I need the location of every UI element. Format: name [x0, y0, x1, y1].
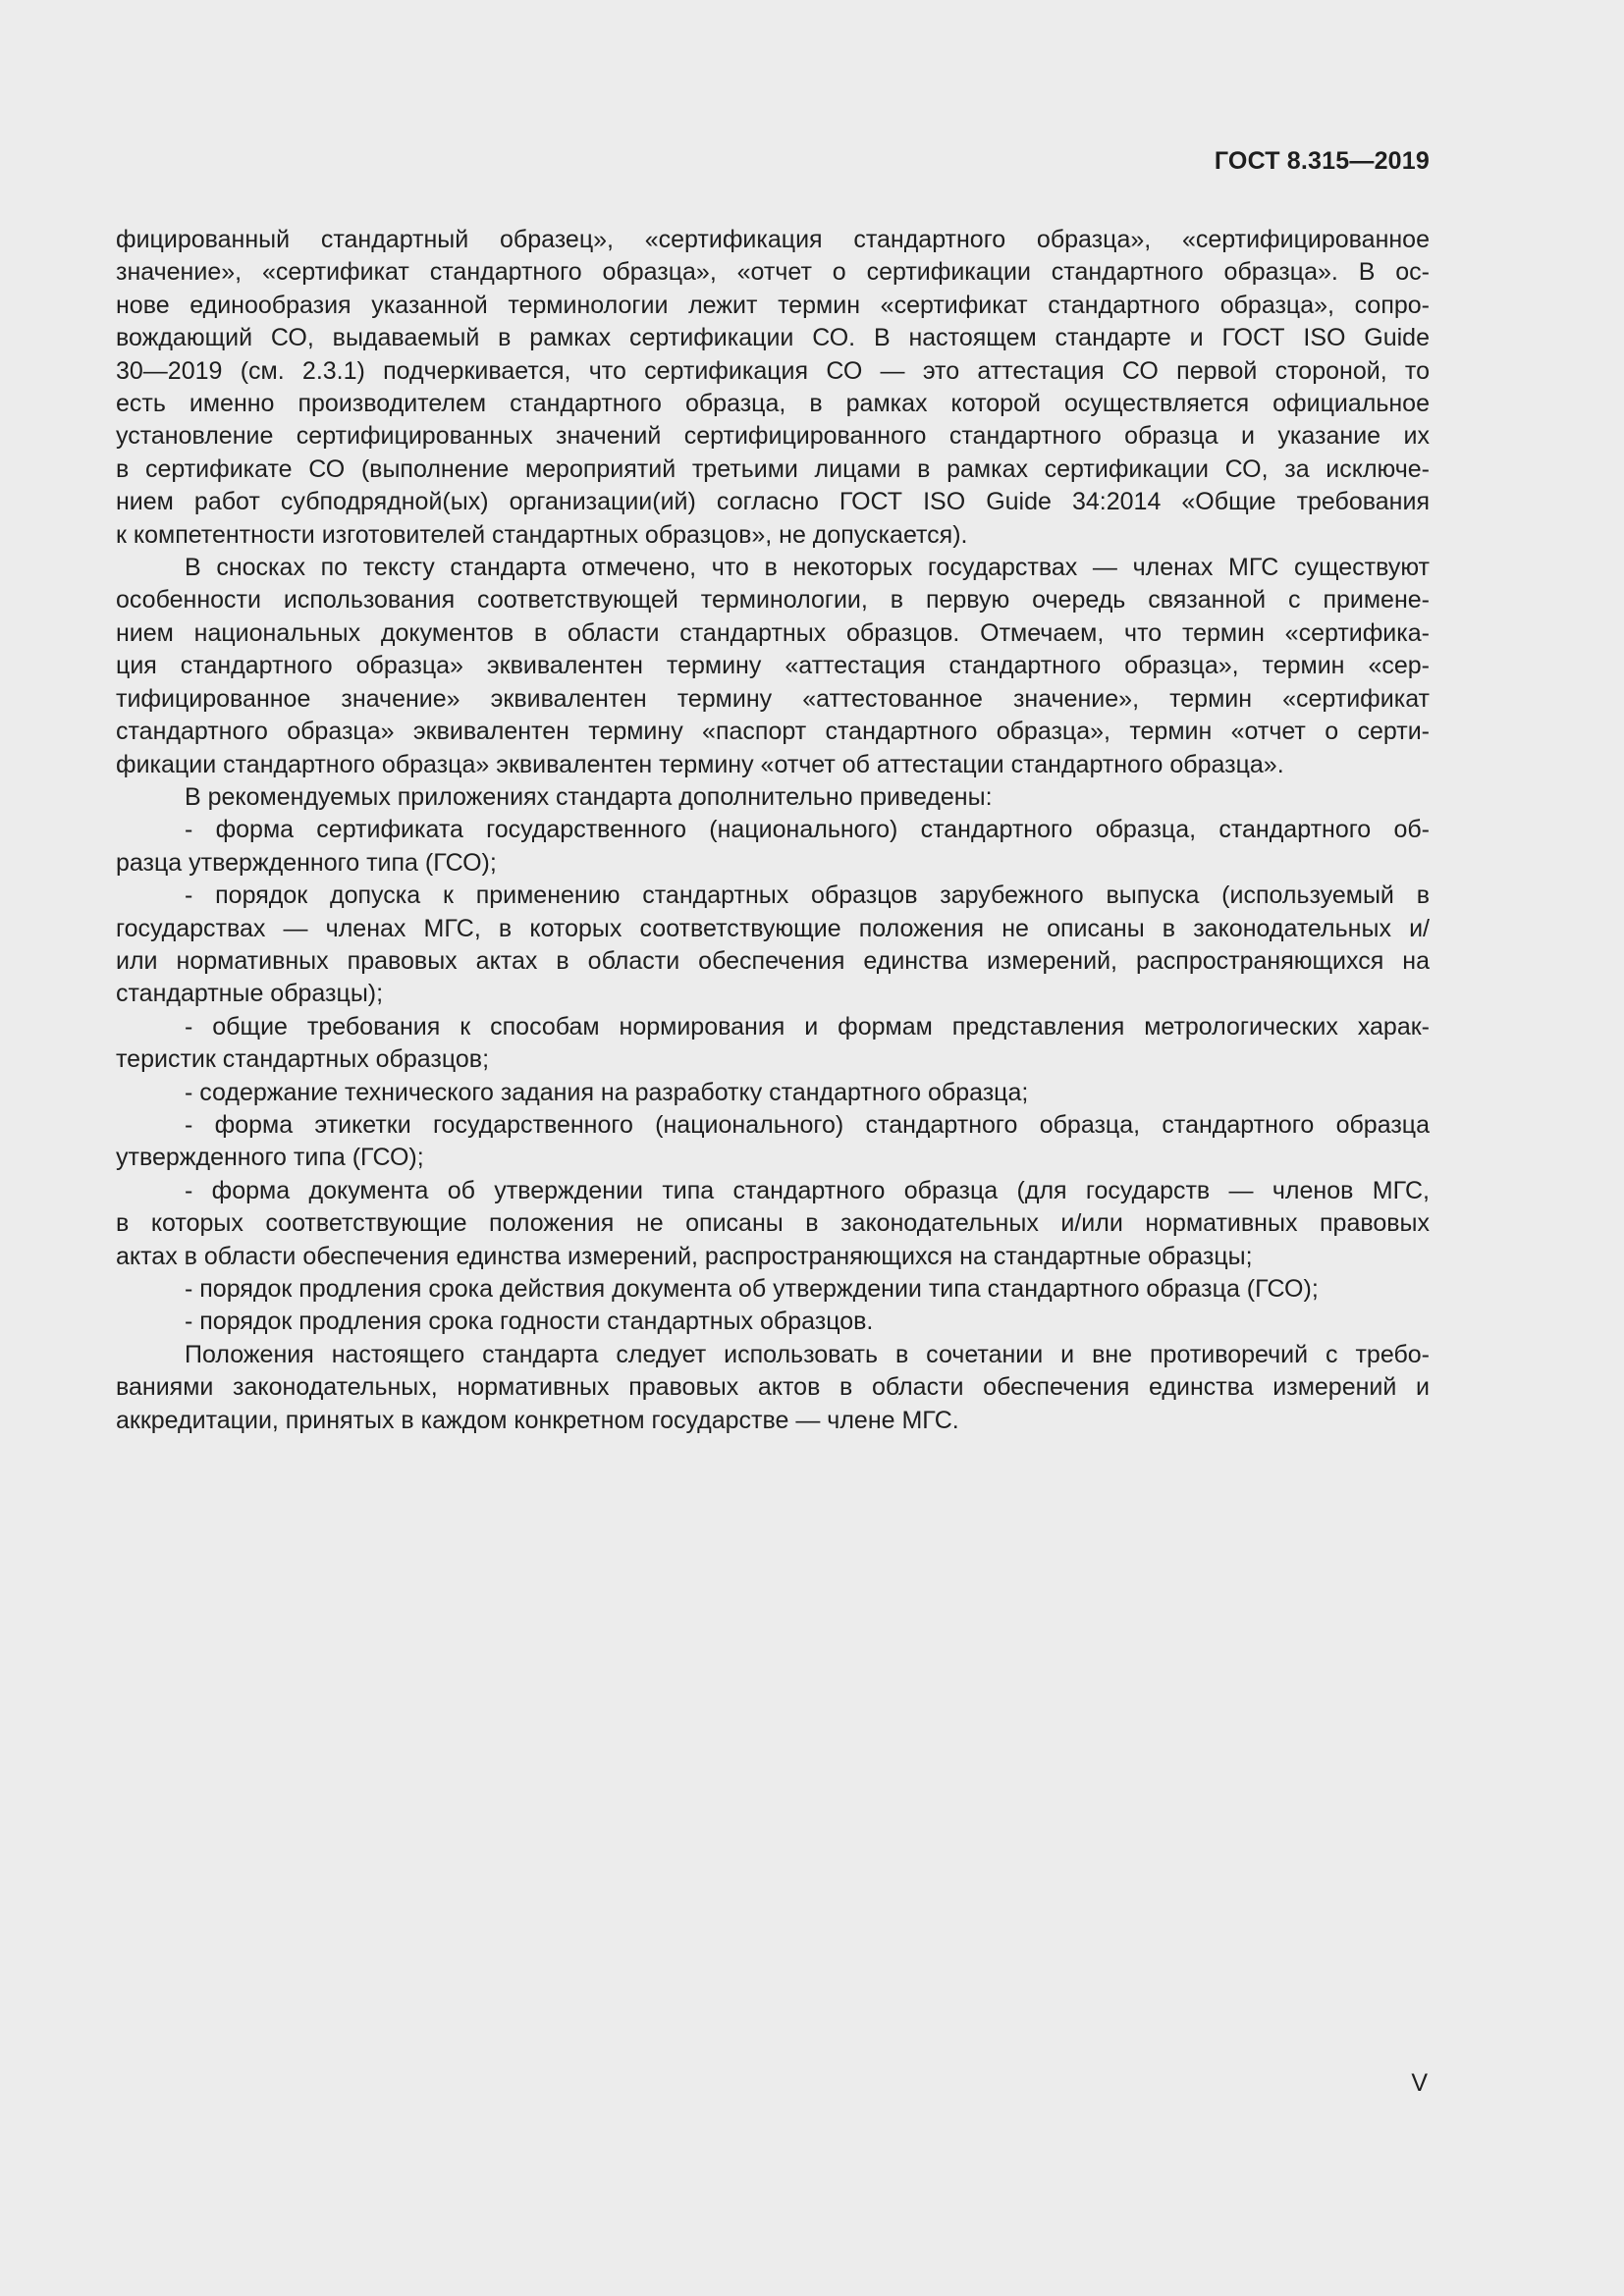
text-line: фицированный стандартный образец», «сертификация стандартного образца», «сертифицированное: [116, 226, 1430, 253]
list-item: [116, 1109, 1430, 1175]
document-body: [116, 224, 1430, 1437]
text-line: установление сертифицированных значений сертифицированного стандартного образца и указание их: [116, 422, 1430, 451]
text-line: - порядок допуска к применению стандартных образцов зарубежного выпуска (используемый в: [185, 881, 1430, 910]
text-line: фикации стандартного образца» эквивалентен термину «отчет об аттестации стандартного образца».: [116, 750, 1284, 778]
text-line: ция стандартного образца» эквивалентен термину «аттестация стандартного образца», термин «сер-: [116, 652, 1430, 680]
text-line: - общие требования к способам нормирования и формам представления метрологических харак-: [185, 1012, 1430, 1041]
list-item: [116, 814, 1430, 880]
text-line: - форма документа об утверждении типа стандартного образца (для государств — членов МГС,: [185, 1176, 1430, 1204]
list-item: [116, 880, 1430, 1011]
text-line: ваниями законодательных, нормативных правовых актов в области обеспечения единства измерений и: [116, 1373, 1430, 1402]
text-line: теристик стандартных образцов;: [116, 1045, 490, 1074]
text-line: в сертификате СО (выполнение мероприятий третьими лицами в рамках сертификации СО, за исключе-: [116, 454, 1430, 483]
text-line: особенности использования соответствующей терминологии, в первую очередь связанной с примене-: [116, 586, 1430, 614]
text-line: или нормативных правовых актах в области обеспечения единства измерений, распространяющихся на: [116, 946, 1430, 975]
list-item: [116, 1077, 1430, 1109]
text-line: 30—2019 (см. 2.3.1) подчеркивается, что сертификация СО — это аттестация СО первой стороной, то: [116, 356, 1430, 385]
list-item: [116, 1011, 1430, 1077]
text-line: тифицированное значение» эквивалентен термину «аттестованное значение», термин «сертификат: [116, 684, 1430, 713]
text-line: нове единообразия указанной терминологии лежит термин «сертификат стандартного образца», сопро-: [116, 291, 1430, 319]
paragraph-appendices-intro: [116, 781, 1430, 814]
text-line: В сносках по тексту стандарта отмечено, что в некоторых государствах — членах МГС существуют: [185, 554, 1430, 582]
document-designation: ГОСТ 8.315—2019: [1214, 147, 1430, 175]
text-line: разца утвержденного типа (ГСО);: [116, 848, 497, 877]
text-line: нием национальных документов в области стандартных образцов. Отмечаем, что термин «сертифика-: [116, 618, 1430, 647]
text-line: вождающий СО, выдаваемый в рамках сертификации СО. В настоящем стандарте и ГОСТ ISO Guide: [116, 324, 1430, 352]
text-line: - форма этикетки государственного (национального) стандартного образца, стандартного образца: [185, 1110, 1430, 1139]
text-line: В рекомендуемых приложениях стандарта дополнительно приведены:: [185, 782, 993, 811]
paragraph-terminology-continuation: [116, 224, 1430, 552]
text-line: есть именно производителем стандартного образца, в рамках которой осуществляется официальное: [116, 390, 1430, 418]
list-item: [116, 1306, 1430, 1338]
page-number: V: [1411, 2069, 1428, 2097]
paragraph-footnotes-terminology: [116, 552, 1430, 781]
text-line: Положения настоящего стандарта следует использовать в сочетании и вне противоречий с требо-: [185, 1340, 1430, 1368]
text-line: аккредитации, принятых в каждом конкретном государстве — члене МГС.: [116, 1406, 959, 1434]
text-line: нием работ субподрядной(ых) организации(ий) согласно ГОСТ ISO Guide 34:2014 «Общие требования: [116, 488, 1430, 516]
text-line: стандартные образцы);: [116, 980, 384, 1008]
paragraph-application-provisions: [116, 1339, 1430, 1437]
list-item: [116, 1273, 1430, 1306]
text-line: государствах — членах МГС, в которых соответствующие положения не описаны в законодательных и/: [116, 914, 1430, 942]
text-line: - форма сертификата государственного (национального) стандартного образца, стандартного об-: [185, 816, 1430, 844]
text-line: к компетентности изготовителей стандартных образцов», не допускается).: [116, 520, 968, 549]
text-line: в которых соответствующие положения не описаны в законодательных и/или нормативных правовых: [116, 1209, 1430, 1238]
text-line: стандартного образца» эквивалентен термину «паспорт стандартного образца», термин «отчет о серти-: [116, 718, 1430, 746]
list-item: [116, 1175, 1430, 1273]
text-line: - содержание технического задания на разработку стандартного образца;: [185, 1078, 1029, 1106]
text-line: актах в области обеспечения единства измерений, распространяющихся на стандартные образцы;: [116, 1242, 1253, 1270]
text-line: значение», «сертификат стандартного образца», «отчет о сертификации стандартного образца». В ос-: [116, 258, 1430, 287]
text-line: - порядок продления срока годности стандартных образцов.: [185, 1308, 874, 1336]
text-line: утвержденного типа (ГСО);: [116, 1144, 424, 1172]
text-line: - порядок продления срока действия документа об утверждении типа стандартного образца (ГСО);: [185, 1275, 1319, 1303]
